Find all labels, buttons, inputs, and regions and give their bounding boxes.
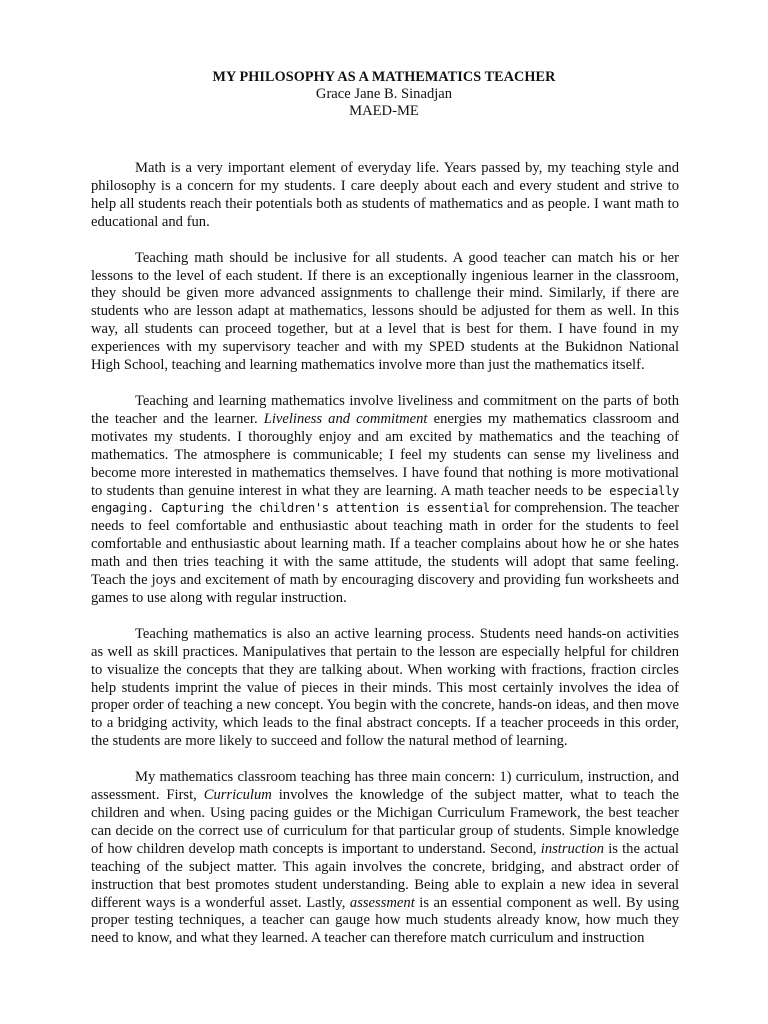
document-body <box>91 160 679 948</box>
paragraph-5-text-4: is an essential component as well. By using proper testing techniques, a teacher can gauge how much students already know, how much they need to know, and what they learned. A teacher can therefore match curriculum and instruction <box>91 894 679 947</box>
author-name: Grace Jane B. Sinadjan <box>315 86 453 102</box>
paragraph-1: Math is a very important element of everyday life. Years passed by, my teaching style and philosophy is a concern for my students. I care deeply about each and every student and strive to help all students reach their potentials both as students of mathematics and as people. I want math to educational and fun. <box>91 160 679 230</box>
paragraph-3-text-1: Teaching and learning mathematics involve liveliness and commitment on the parts of both the teacher and the learner. <box>91 392 679 427</box>
paragraph-5-emphasis-assessment: assessment <box>349 894 415 911</box>
paragraph-2: Teaching math should be inclusive for all students. A good teacher can match his or her lessons to the level of each student. If there is an exceptionally ingenious learner in the classroom, they should be given more advanced assignments to challenge their mind. Similarly, if there are students who are lesson adapt at mathematics, lessons should be adjusted for them as well. In this way, all students can proceed together, but at a level that is best for them. I have found in my experiences with my supervisory teacher and with my SPED students at the Bukidnon National High School, teaching and learning mathematics involve more than just the mathematics itself. <box>91 249 679 374</box>
paragraph-5-text-2: involves the knowledge of the subject matter, what to teach the children and when. Using pacing guides or the Michigan Curriculum Framework, the best teacher can decide on the correct use of curriculum for that particular group of students. Simple knowledge of how children develop math concepts is important to understand. Second, <box>91 787 679 857</box>
paragraph-3-text-2: energies my mathematics classroom and motivates my students. I thoroughly enjoy and am excited by mathematics and the teaching of mathematics. The atmosphere is communicable; I feel my students can sense my liveliness and become more interested in mathematics themselves. I have found that nothing is more motivational to students than genuine interest in what they are learning. A math teacher needs to <box>91 410 679 499</box>
paragraph-5-text-1: My mathematics classroom teaching has three main concern: 1) curriculum, instruction, and assessment. First, <box>91 769 679 804</box>
paragraph-3-text-3: for comprehension. The teacher needs to feel comfortable and enthusiastic about teaching math in order for the students to feel comfortable and enthusiastic about learning math. If a teacher complains about how he or she hates math and then tries teaching it with the same attitude, the students will adopt that same feeling. Teach the joys and excitement of math by encouraging discovery and providing fun worksheets and games to use along with regular instruction. <box>91 500 679 606</box>
paragraph-5-emphasis-instruction: instruction <box>540 840 605 857</box>
degree-program: MAED-ME <box>349 103 419 119</box>
paragraph-5-emphasis-curriculum: Curriculum <box>203 787 272 804</box>
paragraph-5 <box>91 769 679 948</box>
paragraph-3-emphasis: Liveliness and commitment <box>263 410 428 427</box>
document-title: MY PHILOSOPHY AS A MATHEMATICS TEACHER <box>212 69 556 85</box>
paragraph-3-typewriter-text: be especially engaging. Capturing the children's attention is essential <box>91 483 679 516</box>
paragraph-3 <box>91 393 679 608</box>
paragraph-4: Teaching mathematics is also an active learning process. Students need hands-on activities as well as skill practices. Manipulatives that pertain to the lesson are especially helpful for children to visualize the concepts that they are talking about. When working with fractions, fraction circles help students imprint the value of pieces in their minds. This most certainly involves the idea of proper order of teaching a new concept. You begin with the concrete, hands-on ideas, and then move to a bridging activity, which leads to the final abstract concepts. If a teacher proceeds in this order, the students are more likely to succeed and follow the natural method of learning. <box>91 625 679 750</box>
document-header <box>0 69 768 120</box>
paragraph-5-text-3: is the actual teaching of the subject matter. This again involves the concrete, bridging, and abstract order of instruction that best promotes student understanding. Being able to explain a new idea in several different ways is a wonderful asset. Lastly, <box>91 840 679 911</box>
